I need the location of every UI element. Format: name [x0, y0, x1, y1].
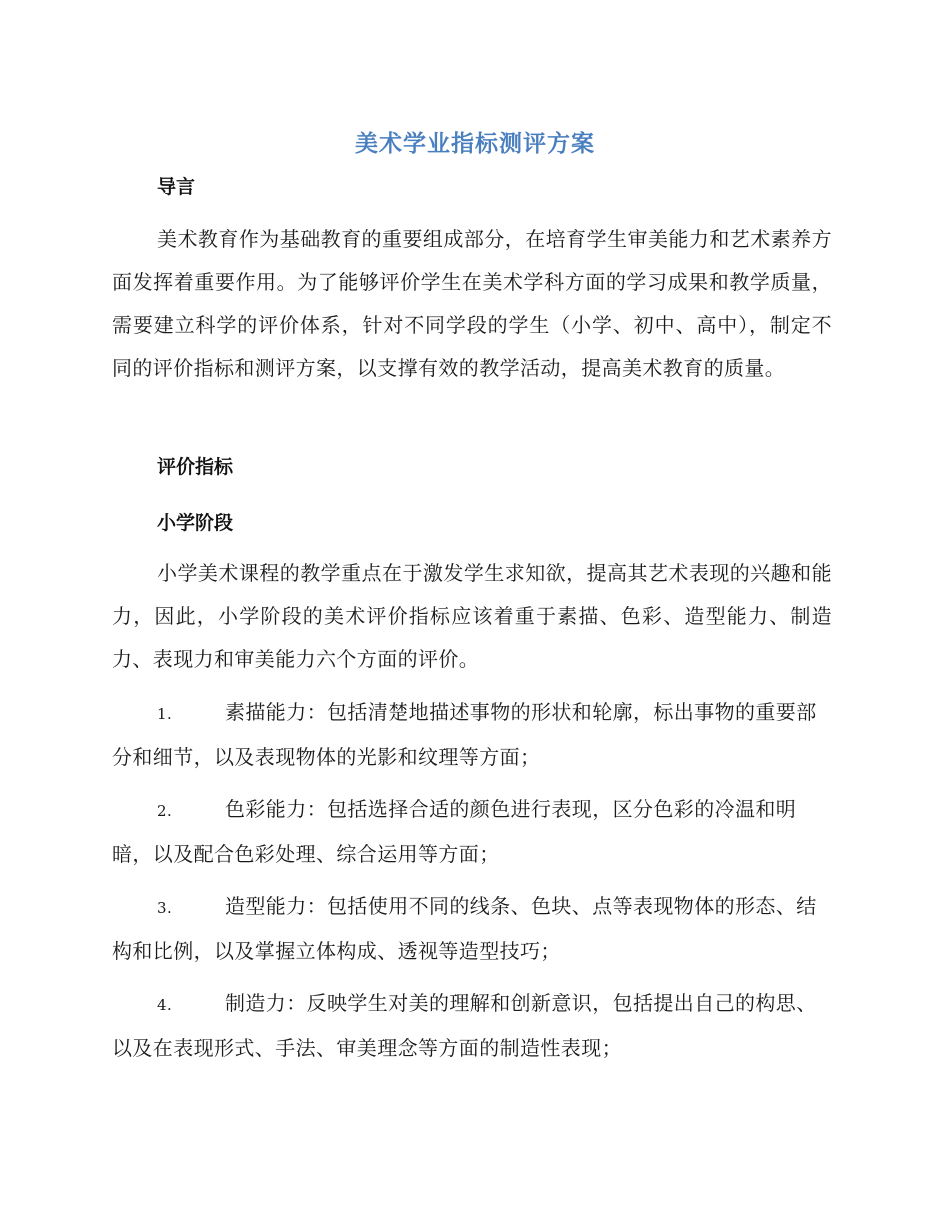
list-item — [112, 885, 834, 973]
intro-heading: 导言 — [157, 176, 196, 198]
document-title: 美术学业指标测评方案 — [355, 131, 595, 157]
list-item — [112, 982, 834, 1070]
list-item-text: 制造力：反映学生对美的理解和创新意识，包括提出自己的构思、以及在表现形式、手法、审美理念等方面的制造性表现； — [112, 991, 817, 1060]
primary-heading: 小学阶段 — [157, 512, 234, 534]
list-item — [112, 691, 834, 779]
list-item-text: 素描能力：包括清楚地描述事物的形状和轮廓，标出事物的重要部分和细节，以及表现物体的光影和纹理等方面； — [112, 700, 817, 769]
list-item-number: 2. — [157, 802, 173, 820]
primary-paragraph: 小学美术课程的教学重点在于激发学生求知欲，提高其艺术表现的兴趣和能力，因此，小学阶段的美术评价指标应该着重于素描、色彩、造型能力、制造力、表现力和审美能力六个方面的评价。 — [112, 561, 832, 671]
list-item-number: 1. — [157, 705, 173, 723]
list-item-number: 3. — [157, 899, 173, 917]
list-item-number: 4. — [157, 996, 173, 1014]
list-item — [112, 788, 834, 876]
list-item-text: 造型能力：包括使用不同的线条、色块、点等表现物体的形态、结构和比例，以及掌握立体构成、透视等造型技巧； — [112, 894, 817, 963]
intro-paragraph: 美术教育作为基础教育的重要组成部分，在培育学生审美能力和艺术素养方面发挥着重要作用。为了能够评价学生在美术学科方面的学习成果和教学质量，需要建立科学的评价体系，针对不同学段的学生（小学、初中、高中），制定不同的评价指标和测评方案，以支撑有效的教学活动，提高美术教育的质量。 — [112, 227, 832, 380]
criteria-heading: 评价指标 — [157, 456, 234, 478]
list-item-text: 色彩能力：包括选择合适的颜色进行表现，区分色彩的冷温和明暗，以及配合色彩处理、综合运用等方面； — [112, 797, 797, 866]
